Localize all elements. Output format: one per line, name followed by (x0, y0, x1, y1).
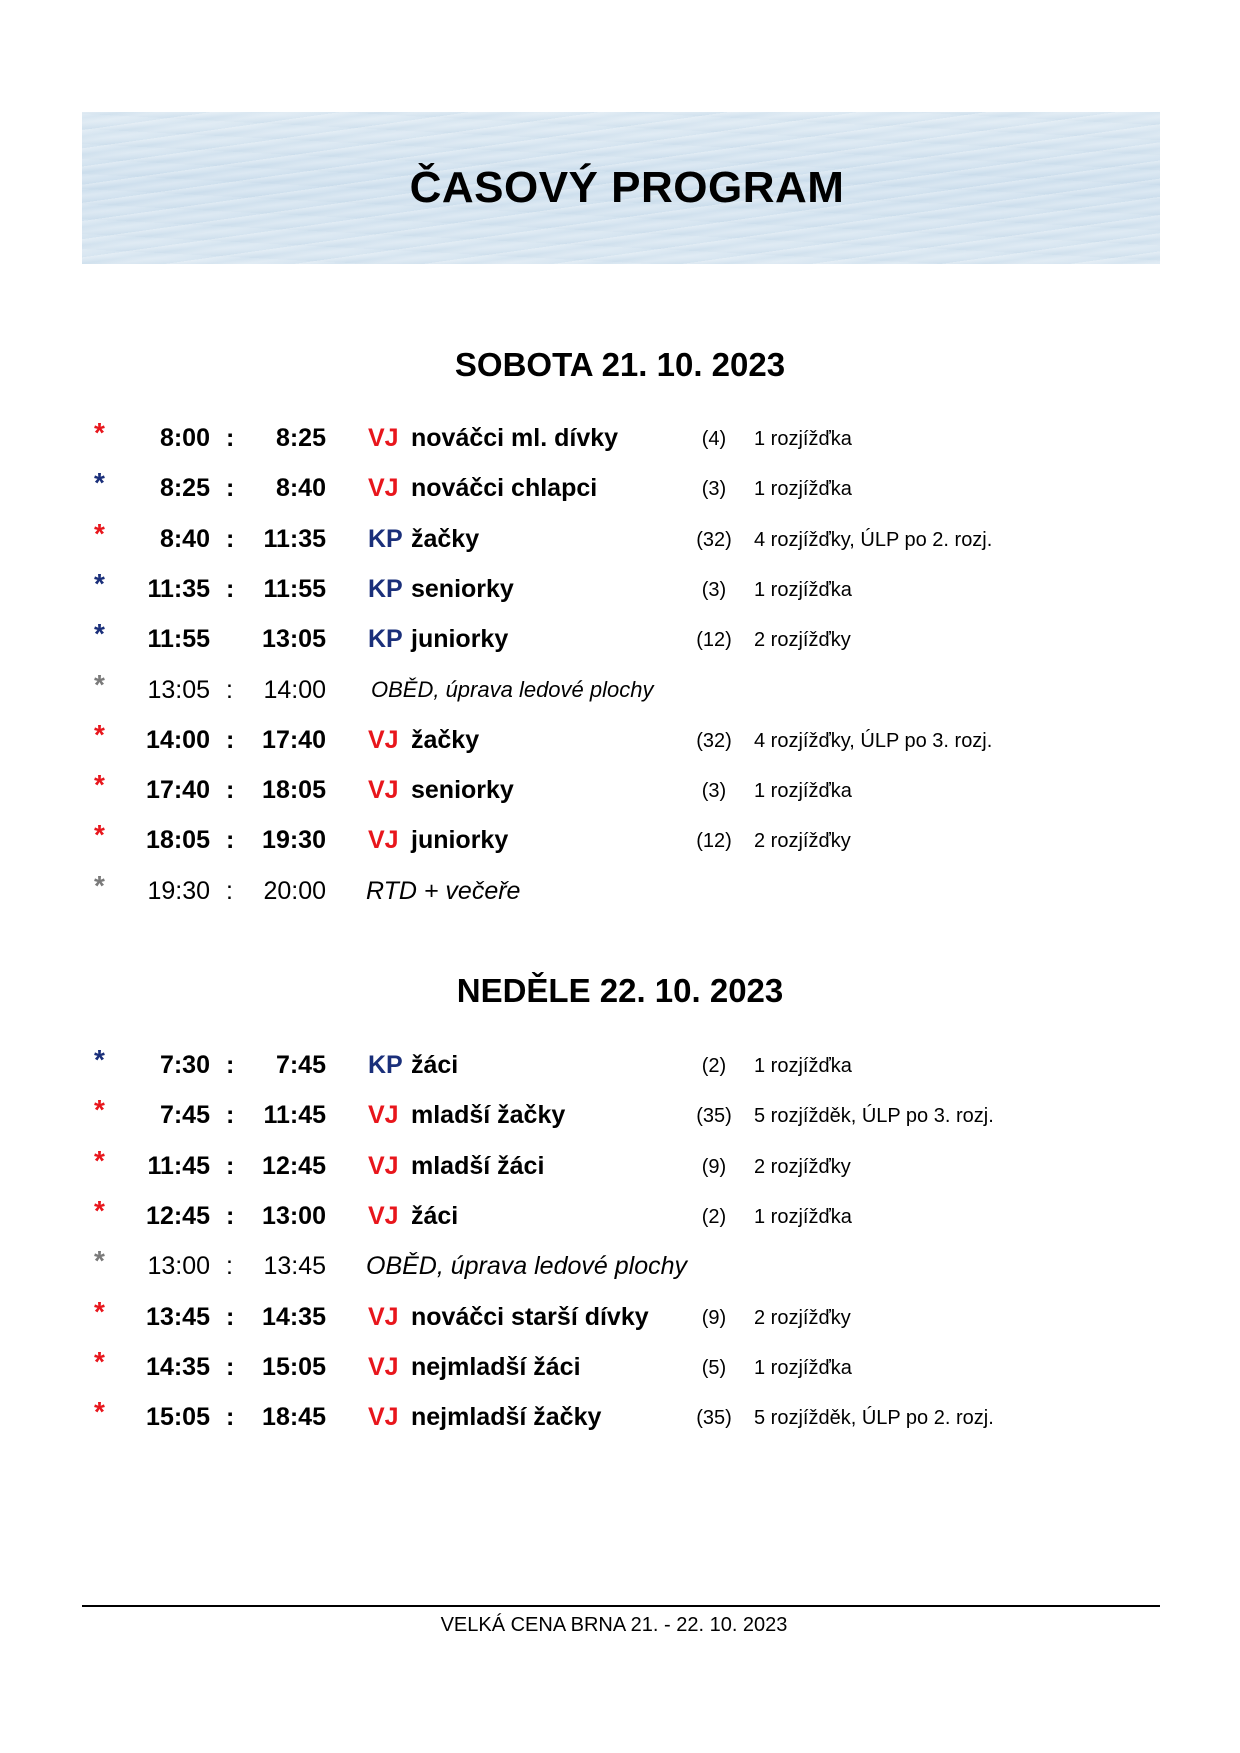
heats-info: 1 rozjížďka (754, 1055, 852, 1077)
end-time: 14:35 (262, 1302, 326, 1331)
start-time: 11:35 (147, 574, 210, 603)
title-banner (82, 112, 1160, 264)
bullet-star-icon: * (94, 1094, 105, 1126)
start-time: 12:45 (146, 1201, 210, 1230)
skater-count: (3) (701, 478, 727, 501)
schedule-row (0, 1297, 1240, 1337)
break-note: OBĚD, úprava ledové plochy (371, 676, 654, 702)
bullet-star-icon: * (94, 869, 105, 901)
skater-count: (2) (701, 1205, 727, 1228)
start-time: 13:00 (147, 1252, 210, 1281)
discipline-code: VJ (368, 826, 399, 855)
discipline-code: VJ (368, 1403, 399, 1432)
category-name: seniorky (411, 776, 514, 805)
end-time: 8:25 (275, 424, 326, 452)
end-time: 11:35 (263, 524, 326, 553)
time-separator: : (226, 826, 235, 855)
schedule-row (0, 619, 1240, 659)
schedule-row (0, 1246, 1240, 1286)
schedule-row (0, 569, 1240, 609)
end-time: 11:55 (263, 574, 326, 603)
end-time: 15:05 (262, 1352, 326, 1381)
schedule-row (0, 720, 1240, 760)
start-time: 18:05 (146, 826, 210, 855)
end-time: 18:45 (262, 1403, 326, 1432)
discipline-code: VJ (368, 1302, 399, 1331)
discipline-code: VJ (368, 424, 399, 452)
discipline-code: KP (368, 574, 403, 603)
footer-text: VELKÁ CENA BRNA 21. - 22. 10. 2023 (440, 1614, 788, 1636)
heats-info: 5 rozjížděk, ÚLP po 3. rozj. (754, 1105, 994, 1128)
schedule-row (0, 770, 1240, 810)
schedule-row (0, 820, 1240, 860)
start-time: 8:25 (159, 474, 210, 503)
bullet-star-icon: * (94, 1044, 105, 1075)
schedule-row (0, 1347, 1240, 1387)
schedule-row (0, 670, 1240, 710)
time-separator: : (226, 524, 235, 553)
bullet-star-icon: * (94, 718, 105, 750)
break-note: OBĚD, úprava ledové plochy (366, 1252, 688, 1281)
end-time: 14:00 (263, 675, 326, 704)
end-time: 13:00 (262, 1201, 326, 1230)
category-name: nováčci ml. dívky (411, 424, 619, 452)
heats-info: 1 rozjížďka (754, 478, 852, 501)
category-name: seniorky (411, 574, 514, 603)
discipline-code: VJ (368, 474, 399, 503)
start-time: 11:45 (147, 1151, 210, 1180)
start-time: 8:40 (159, 524, 210, 553)
bullet-star-icon: * (94, 668, 105, 700)
heats-info: 4 rozjížďky, ÚLP po 2. rozj. (754, 528, 993, 551)
time-separator: : (226, 574, 235, 603)
bullet-star-icon: * (94, 467, 105, 499)
skater-count: (12) (696, 830, 732, 853)
time-separator: : (226, 876, 233, 905)
bullet-star-icon: * (94, 618, 105, 650)
heats-info: 2 rozjížďky (754, 629, 851, 652)
skater-count: (12) (696, 629, 732, 652)
schedule-row (0, 1095, 1240, 1135)
break-note: RTD + večeře (366, 876, 521, 905)
discipline-code: KP (368, 625, 403, 654)
discipline-code: VJ (368, 776, 399, 805)
schedule-row (0, 1397, 1240, 1437)
time-separator: : (226, 1252, 233, 1281)
category-name: žáci (411, 1051, 459, 1079)
time-separator: : (226, 675, 233, 704)
time-separator: : (226, 776, 235, 805)
bullet-star-icon: * (94, 1396, 105, 1428)
end-time: 12:45 (262, 1151, 326, 1180)
category-name: žačky (411, 725, 480, 754)
skater-count: (3) (701, 578, 727, 601)
skater-count: (32) (696, 528, 732, 551)
discipline-code: VJ (368, 1101, 399, 1130)
time-separator: : (226, 1101, 235, 1130)
schedule-row (0, 1146, 1240, 1186)
schedule-row (0, 1045, 1240, 1085)
start-time: 15:05 (146, 1403, 210, 1432)
time-separator: : (226, 725, 235, 754)
time-separator: : (226, 474, 235, 503)
heats-info: 5 rozjížděk, ÚLP po 2. rozj. (754, 1407, 994, 1430)
category-name: juniorky (411, 826, 509, 855)
start-time: 7:45 (159, 1101, 210, 1130)
skater-count: (35) (696, 1407, 732, 1430)
time-separator: : (226, 1051, 235, 1079)
skater-count: (5) (701, 1356, 727, 1379)
bullet-star-icon: * (94, 819, 105, 851)
heats-info: 2 rozjížďky (754, 830, 851, 853)
start-time: 7:30 (159, 1051, 210, 1079)
time-separator: : (226, 424, 235, 452)
category-name: juniorky (411, 625, 509, 654)
heats-info: 2 rozjížďky (754, 1306, 851, 1329)
skater-count: (4) (701, 428, 727, 450)
category-name: žačky (411, 524, 480, 553)
schedule-row (0, 418, 1240, 458)
heats-info: 1 rozjížďka (754, 1205, 852, 1228)
schedule-row (0, 519, 1240, 559)
start-time: 11:55 (147, 625, 210, 654)
discipline-code: VJ (368, 725, 399, 754)
end-time: 7:45 (275, 1051, 326, 1079)
time-separator: : (226, 1403, 235, 1432)
schedule-row (0, 871, 1240, 911)
bullet-star-icon: * (94, 769, 105, 801)
end-time: 13:05 (262, 625, 326, 654)
page-title: ČASOVÝ PROGRAM (409, 163, 845, 212)
category-name: mladší žáci (411, 1151, 545, 1180)
footer-divider (82, 1605, 1160, 1607)
time-separator: : (226, 1151, 235, 1180)
bullet-star-icon: * (94, 1194, 105, 1226)
bullet-star-icon: * (94, 517, 105, 549)
skater-count: (9) (701, 1155, 727, 1178)
skater-count: (2) (701, 1055, 727, 1077)
start-time: 13:05 (147, 675, 210, 704)
schedule-row (0, 1196, 1240, 1236)
start-time: 13:45 (146, 1302, 210, 1331)
discipline-code: VJ (368, 1201, 399, 1230)
category-name: nejmladší žačky (411, 1403, 602, 1432)
start-time: 19:30 (147, 876, 210, 905)
discipline-code: KP (368, 524, 403, 553)
start-time: 14:35 (146, 1352, 210, 1381)
category-name: žáci (411, 1201, 459, 1230)
time-separator: : (226, 1201, 235, 1230)
end-time: 19:30 (262, 826, 326, 855)
start-time: 8:00 (159, 424, 210, 452)
heats-info: 1 rozjížďka (754, 1356, 852, 1379)
bullet-star-icon: * (94, 1144, 105, 1176)
bullet-star-icon: * (94, 567, 105, 599)
discipline-code: VJ (368, 1151, 399, 1180)
skater-count: (35) (696, 1105, 732, 1128)
bullet-star-icon: * (94, 1245, 105, 1277)
end-time: 13:45 (263, 1252, 326, 1281)
discipline-code: VJ (368, 1352, 399, 1381)
end-time: 20:00 (263, 876, 326, 905)
time-separator: : (226, 1352, 235, 1381)
category-name: nováčci chlapci (411, 474, 598, 503)
end-time: 17:40 (262, 725, 326, 754)
heats-info: 4 rozjížďky, ÚLP po 3. rozj. (754, 729, 993, 752)
start-time: 14:00 (146, 725, 210, 754)
bullet-star-icon: * (94, 1345, 105, 1377)
category-name: mladší žačky (411, 1101, 566, 1130)
category-name: nejmladší žáci (411, 1352, 581, 1381)
day-title-saturday: SOBOTA 21. 10. 2023 (454, 346, 786, 383)
day-title-sunday: NEDĚLE 22. 10. 2023 (456, 972, 784, 1009)
time-separator: : (226, 1302, 235, 1331)
end-time: 8:40 (275, 474, 326, 503)
category-name: nováčci starší dívky (411, 1302, 649, 1331)
bullet-star-icon: * (94, 417, 105, 448)
end-time: 18:05 (262, 776, 326, 805)
skater-count: (3) (701, 780, 727, 803)
bullet-star-icon: * (94, 1295, 105, 1327)
end-time: 11:45 (263, 1101, 326, 1130)
heats-info: 1 rozjížďka (754, 578, 852, 601)
heats-info: 1 rozjížďka (754, 780, 852, 803)
start-time: 17:40 (146, 776, 210, 805)
heats-info: 1 rozjížďka (754, 428, 852, 450)
schedule-row (0, 468, 1240, 508)
discipline-code: KP (368, 1051, 403, 1079)
skater-count: (32) (696, 729, 732, 752)
skater-count: (9) (701, 1306, 727, 1329)
heats-info: 2 rozjížďky (754, 1155, 851, 1178)
